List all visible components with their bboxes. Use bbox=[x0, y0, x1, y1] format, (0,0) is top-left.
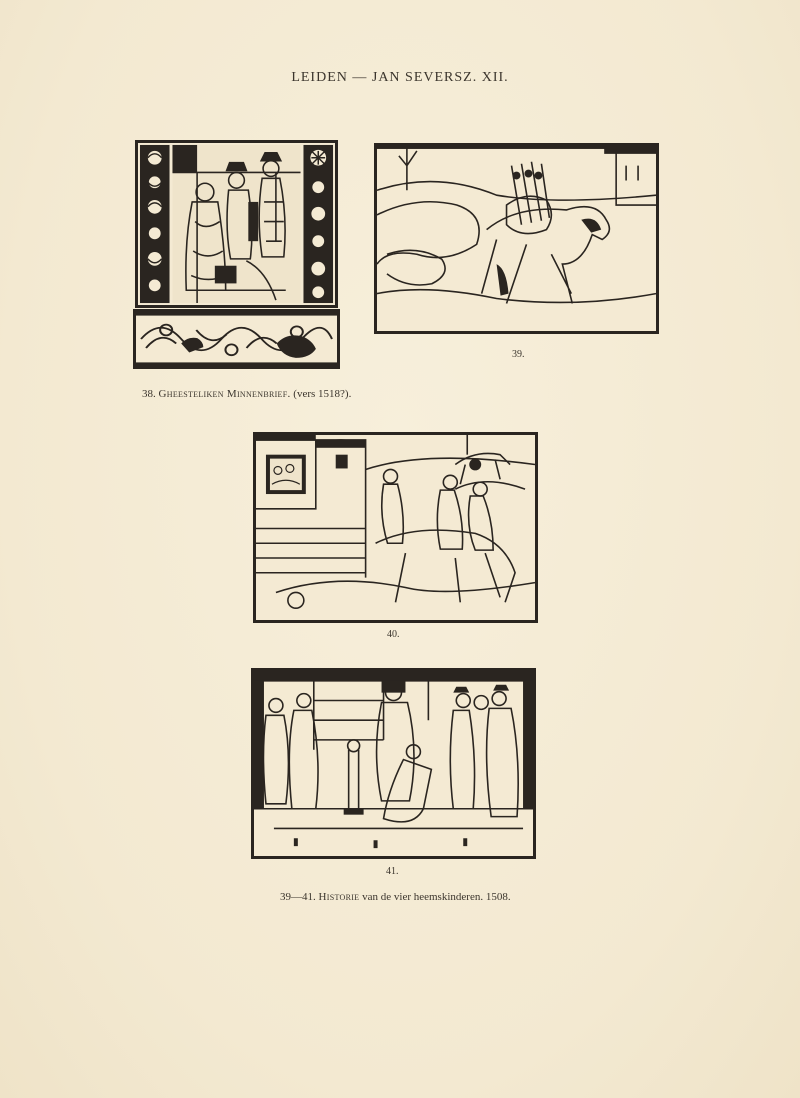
woodcut-40 bbox=[253, 432, 538, 623]
court-scene-illustration bbox=[254, 671, 533, 856]
woodcut-39 bbox=[374, 143, 659, 334]
fig-39-number: 39. bbox=[512, 349, 525, 360]
running-head: LEIDEN — JAN SEVERSZ. XII. bbox=[291, 70, 509, 85]
nativity-scene-illustration bbox=[138, 143, 335, 305]
caption-fig-39-41 bbox=[280, 891, 511, 903]
riders-scene-illustration bbox=[256, 435, 535, 620]
caption-39-41-year: 1508. bbox=[485, 891, 511, 903]
caption-39-41-rest: van de vier heemskinderen. bbox=[362, 891, 484, 903]
caption-38-note: (vers 1518?). bbox=[293, 388, 352, 400]
woodcut-38-main bbox=[135, 140, 338, 308]
caption-39-41-title: Historie bbox=[318, 891, 360, 903]
caption-39-41-number: 39—41. bbox=[280, 891, 316, 903]
caption-fig-38 bbox=[142, 388, 351, 400]
fig-40-number: 40. bbox=[387, 629, 400, 640]
caption-38-title: Gheesteliken Minnenbrief. bbox=[158, 388, 291, 400]
ornamental-border-illustration bbox=[136, 312, 337, 366]
caption-38-number: 38. bbox=[142, 388, 156, 400]
fig-41-number: 41. bbox=[386, 866, 399, 877]
woodcut-41 bbox=[251, 668, 536, 859]
woodcut-38-border bbox=[133, 309, 340, 369]
knights-on-horse-illustration bbox=[377, 146, 656, 331]
